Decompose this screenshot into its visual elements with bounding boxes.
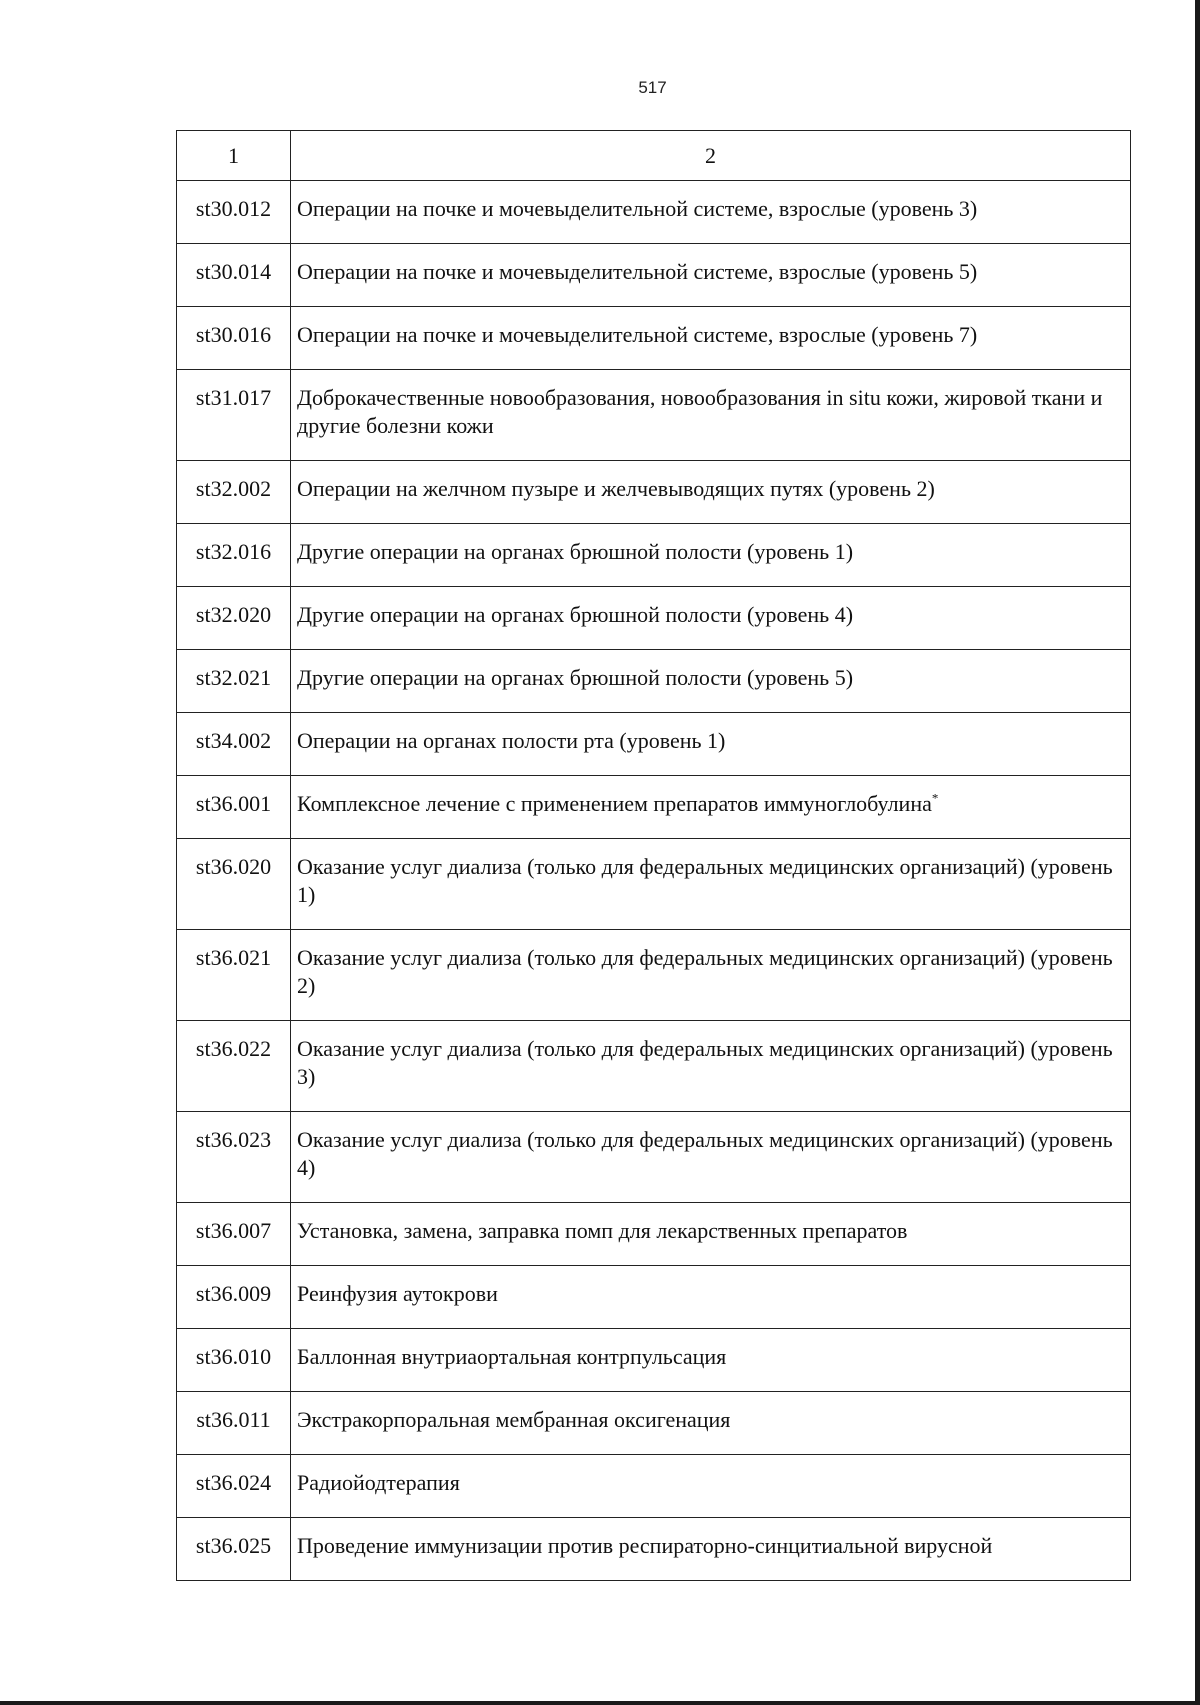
row-description-text: Операции на почке и мочевыделительной системе, взрослые (уровень 3)	[297, 196, 978, 221]
row-code: st36.020	[177, 839, 291, 930]
row-description-text: Оказание услуг диализа (только для федеральных медицинских организаций) (уровень 4)	[297, 1127, 1113, 1180]
row-code: st30.012	[177, 181, 291, 244]
table-row	[177, 776, 1131, 839]
row-description	[291, 587, 1131, 650]
row-code: st36.001	[177, 776, 291, 839]
row-description	[291, 1455, 1131, 1518]
tariff-table	[176, 130, 1131, 1581]
row-code: st36.007	[177, 1203, 291, 1266]
row-description	[291, 776, 1131, 839]
row-description	[291, 713, 1131, 776]
table-row	[177, 713, 1131, 776]
table-row	[177, 650, 1131, 713]
row-code: st36.009	[177, 1266, 291, 1329]
row-description-text: Оказание услуг диализа (только для федеральных медицинских организаций) (уровень 2)	[297, 945, 1113, 998]
row-code: st36.021	[177, 930, 291, 1021]
row-description-text: Доброкачественные новообразования, новообразования in situ кожи, жировой ткани и другие болезни кожи	[297, 385, 1103, 438]
row-description-text: Оказание услуг диализа (только для федеральных медицинских организаций) (уровень 3)	[297, 1036, 1113, 1089]
row-code: st34.002	[177, 713, 291, 776]
row-description-text: Операции на почке и мочевыделительной системе, взрослые (уровень 5)	[297, 259, 978, 284]
row-description-text: Оказание услуг диализа (только для федеральных медицинских организаций) (уровень 1)	[297, 854, 1113, 907]
row-description	[291, 181, 1131, 244]
table-row	[177, 370, 1131, 461]
row-code: st36.024	[177, 1455, 291, 1518]
row-code: st30.014	[177, 244, 291, 307]
row-code: st36.010	[177, 1329, 291, 1392]
row-description	[291, 307, 1131, 370]
table-row	[177, 1392, 1131, 1455]
column-header-2: 2	[291, 131, 1131, 181]
table-row	[177, 930, 1131, 1021]
row-description-text: Экстракорпоральная мембранная оксигенация	[297, 1407, 731, 1432]
row-code: st32.016	[177, 524, 291, 587]
row-description-text: Операции на органах полости рта (уровень 1)	[297, 728, 726, 753]
table-row	[177, 1203, 1131, 1266]
row-description-text: Радиойодтерапия	[297, 1470, 460, 1495]
row-description-text: Установка, замена, заправка помп для лекарственных препаратов	[297, 1218, 908, 1243]
row-description	[291, 524, 1131, 587]
row-code: st36.011	[177, 1392, 291, 1455]
row-description	[291, 244, 1131, 307]
row-description	[291, 839, 1131, 930]
row-description	[291, 1329, 1131, 1392]
row-code: st36.025	[177, 1518, 291, 1581]
scan-edge-right	[1195, 0, 1200, 1705]
row-description-text: Реинфузия аутокрови	[297, 1281, 498, 1306]
row-description-text: Проведение иммунизации против респираторно-синцитиальной вирусной	[297, 1533, 993, 1558]
table-row	[177, 1455, 1131, 1518]
row-description	[291, 461, 1131, 524]
row-description-text: Операции на почке и мочевыделительной системе, взрослые (уровень 7)	[297, 322, 978, 347]
row-description-text: Операции на желчном пузыре и желчевыводящих путях (уровень 2)	[297, 476, 935, 501]
row-description	[291, 1266, 1131, 1329]
table-row	[177, 587, 1131, 650]
table-row	[177, 1021, 1131, 1112]
row-description-text: Другие операции на органах брюшной полости (уровень 5)	[297, 665, 854, 690]
row-description-text: Другие операции на органах брюшной полости (уровень 4)	[297, 602, 854, 627]
table-row	[177, 1266, 1131, 1329]
table-row	[177, 1518, 1131, 1581]
row-description	[291, 650, 1131, 713]
row-description	[291, 1392, 1131, 1455]
table-row	[177, 461, 1131, 524]
table-row	[177, 839, 1131, 930]
row-description	[291, 930, 1131, 1021]
row-code: st30.016	[177, 307, 291, 370]
table-row	[177, 181, 1131, 244]
row-code: st31.017	[177, 370, 291, 461]
column-header-1: 1	[177, 131, 291, 181]
row-code: st36.023	[177, 1112, 291, 1203]
row-description-text: Комплексное лечение с применением препаратов иммуноглобулина	[297, 791, 932, 816]
page-number: 517	[638, 78, 667, 97]
row-description	[291, 370, 1131, 461]
table-header-row	[177, 131, 1131, 181]
row-code: st32.020	[177, 587, 291, 650]
row-description	[291, 1112, 1131, 1203]
footnote-marker: *	[931, 790, 939, 806]
scan-edge-bottom	[0, 1701, 1200, 1705]
row-description	[291, 1518, 1131, 1581]
row-description-text: Другие операции на органах брюшной полости (уровень 1)	[297, 539, 854, 564]
row-description	[291, 1203, 1131, 1266]
row-description	[291, 1021, 1131, 1112]
table-row	[177, 524, 1131, 587]
row-code: st32.021	[177, 650, 291, 713]
table-row	[177, 1329, 1131, 1392]
table-row	[177, 244, 1131, 307]
table-row	[177, 307, 1131, 370]
row-code: st32.002	[177, 461, 291, 524]
row-code: st36.022	[177, 1021, 291, 1112]
table-row	[177, 1112, 1131, 1203]
table-body	[177, 181, 1131, 1581]
row-description-text: Баллонная внутриаортальная контрпульсация	[297, 1344, 727, 1369]
